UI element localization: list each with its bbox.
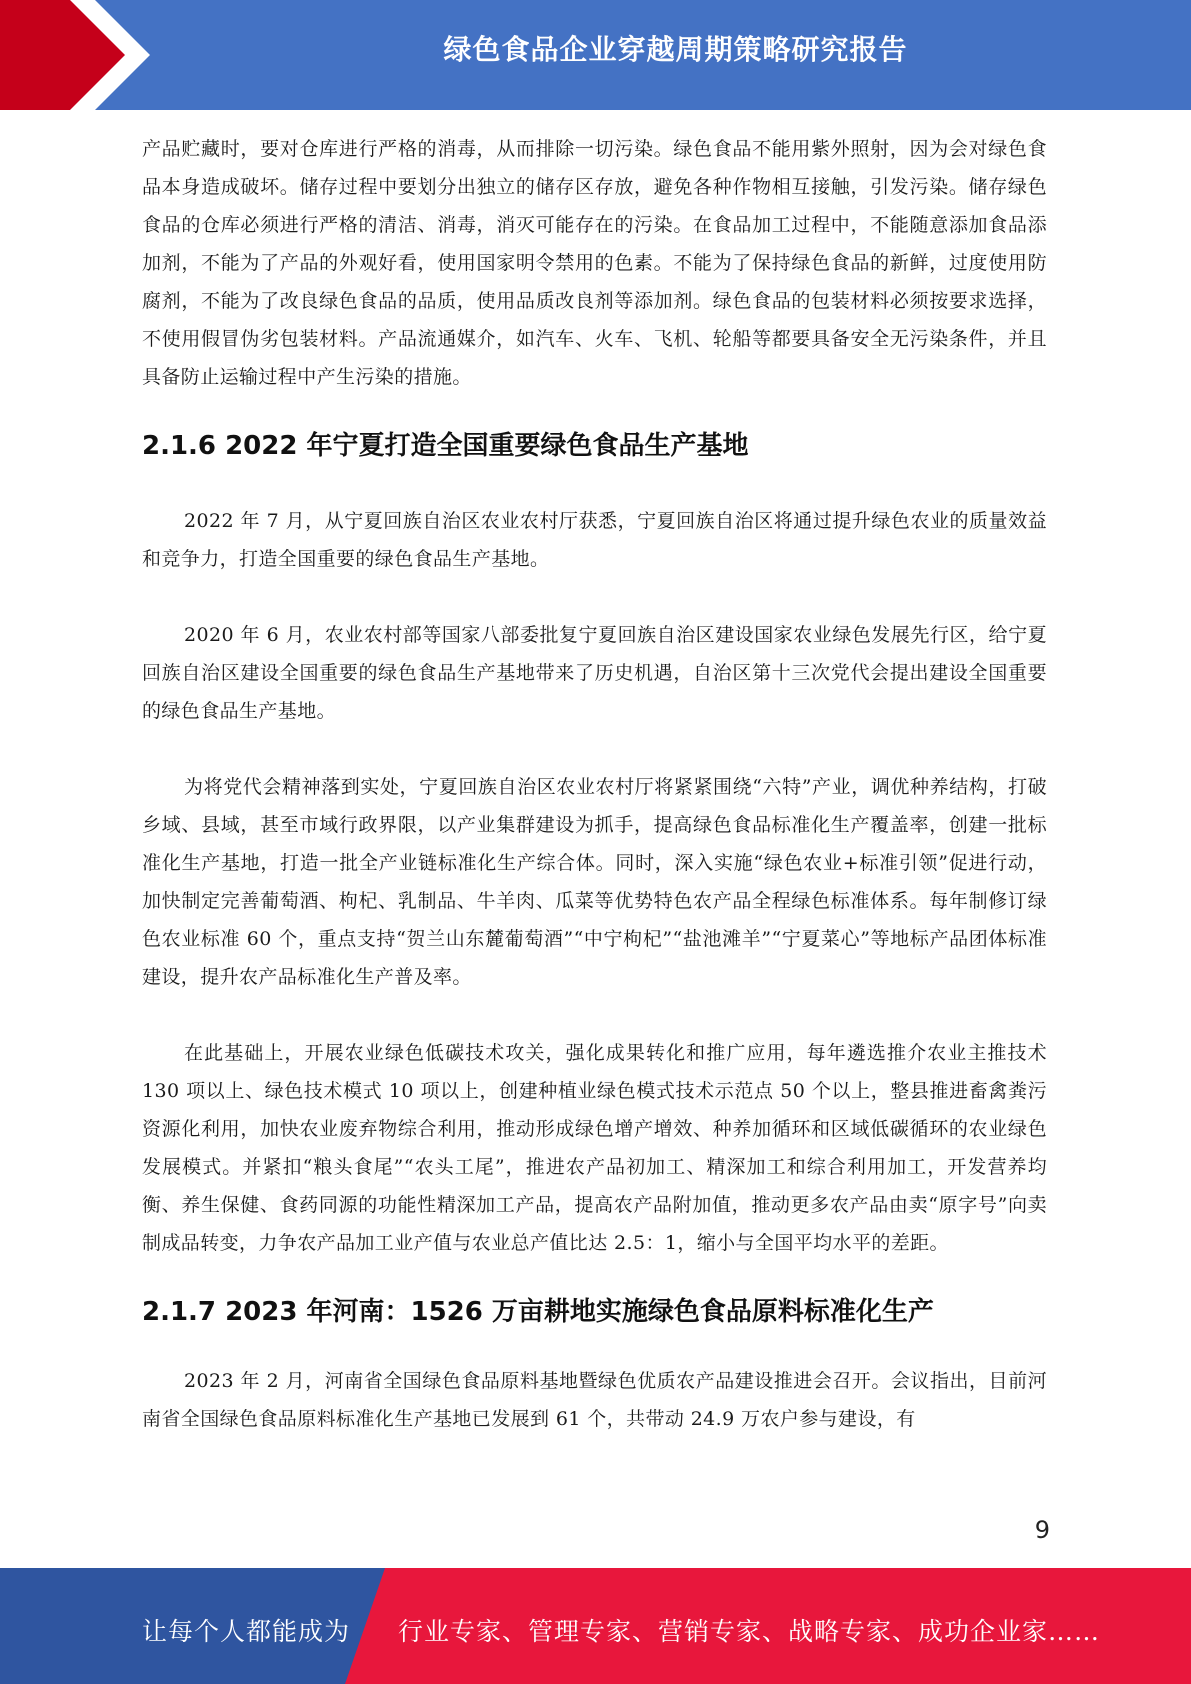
paragraph-henan-intro: 2023 年 2 月，河南省全国绿色食品原料基地暨绿色优质农产品建设推进会召开。会议指出，目前河南省全国绿色食品原料标准化生产基地已发展到 61 个，共带动 24.9 万农户参与建设，有	[142, 1370, 1047, 1430]
page-content	[142, 130, 1047, 1438]
page-header	[0, 0, 1191, 110]
page-number: 9	[1034, 1516, 1050, 1544]
page-footer	[0, 1568, 1191, 1684]
report-title: 绿色食品企业穿越周期策略研究报告	[443, 33, 908, 66]
paragraph-ningxia-intro: 2022 年 7 月，从宁夏回族自治区农业农村厅获悉，宁夏回族自治区将通过提升绿色农业的质量效益和竞争力，打造全国重要的绿色食品生产基地。	[142, 510, 1047, 570]
paragraph-storage-processing: 产品贮藏时，要对仓库进行严格的消毒，从而排除一切污染。绿色食品不能用紫外照射，因为会对绿色食品本身造成破坏。储存过程中要划分出独立的储存区存放，避免各种作物相互接触，引发污染。储存绿色食品的仓库必须进行严格的清洁、消毒，消灭可能存在的污染。在食品加工过程中，不能随意添加食品添加剂，不能为了产品的外观好看，使用国家明令禁用的色素。不能为了保持绿色食品的新鲜，过度使用防腐剂，不能为了改良绿色食品的品质，使用品质改良剂等添加剂。绿色食品的包装材料必须按要求选择，不使用假冒伪劣包装材料。产品流通媒介，如汽车、火车、飞机、轮船等都要具备安全无污染条件，并且具备防止运输过程中产生污染的措施。	[142, 138, 1047, 388]
paragraph-ningxia-low-carbon: 在此基础上，开展农业绿色低碳技术攻关，强化成果转化和推广应用，每年遴选推介农业主推技术 130 项以上、绿色技术模式 10 项以上，创建种植业绿色模式技术示范点 50 个以上，整县推进畜禽粪污资源化利用，加快农业废弃物综合利用，推动形成绿色增产增效、种养加循环和区域低碳循环的农业绿色发展模式。并紧扣“粮头食尾”“农头工尾”，推进农产品初加工、精深加工和综合利用加工，开发营养均衡、养生保健、食药同源的功能性精深加工产品，提高农产品附加值，推动更多农产品由卖“原字号”向卖制成品转变，力争农产品加工业产值与农业总产值比达 2.5：1，缩小与全国平均水平的差距。	[142, 1042, 1047, 1254]
paragraph-ningxia-2020: 2020 年 6 月，农业农村部等国家八部委批复宁夏回族自治区建设国家农业绿色发展先行区，给宁夏回族自治区建设全国重要的绿色食品生产基地带来了历史机遇，自治区第十三次党代会提出建设全国重要的绿色食品生产基地。	[142, 624, 1047, 722]
footer-slogan-right: 行业专家、管理专家、营销专家、战略专家、成功企业家……	[398, 1617, 1101, 1646]
paragraph-ningxia-six-industries: 为将党代会精神落到实处，宁夏回族自治区农业农村厅将紧紧围绕“六特”产业，调优种养结构，打破乡域、县域，甚至市域行政界限，以产业集群建设为抓手，提高绿色食品标准化生产覆盖率，创建一批标准化生产基地，打造一批全产业链标准化生产综合体。同时，深入实施“绿色农业+标准引领”促进行动，加快制定完善葡萄酒、枸杞、乳制品、牛羊肉、瓜菜等优势特色农产品全程绿色标准体系。每年制修订绿色农业标准 60 个，重点支持“贺兰山东麓葡萄酒”“中宁枸杞”“盐池滩羊”“宁夏菜心”等地标产品团体标准建设，提升农产品标准化生产普及率。	[142, 776, 1047, 988]
section-heading-2-1-6: 2.1.6 2022 年宁夏打造全国重要绿色食品生产基地	[142, 431, 749, 461]
section-heading-2-1-7: 2.1.7 2023 年河南：1526 万亩耕地实施绿色食品原料标准化生产	[142, 1297, 934, 1327]
footer-slogan-left: 让每个人都能成为	[142, 1617, 351, 1646]
